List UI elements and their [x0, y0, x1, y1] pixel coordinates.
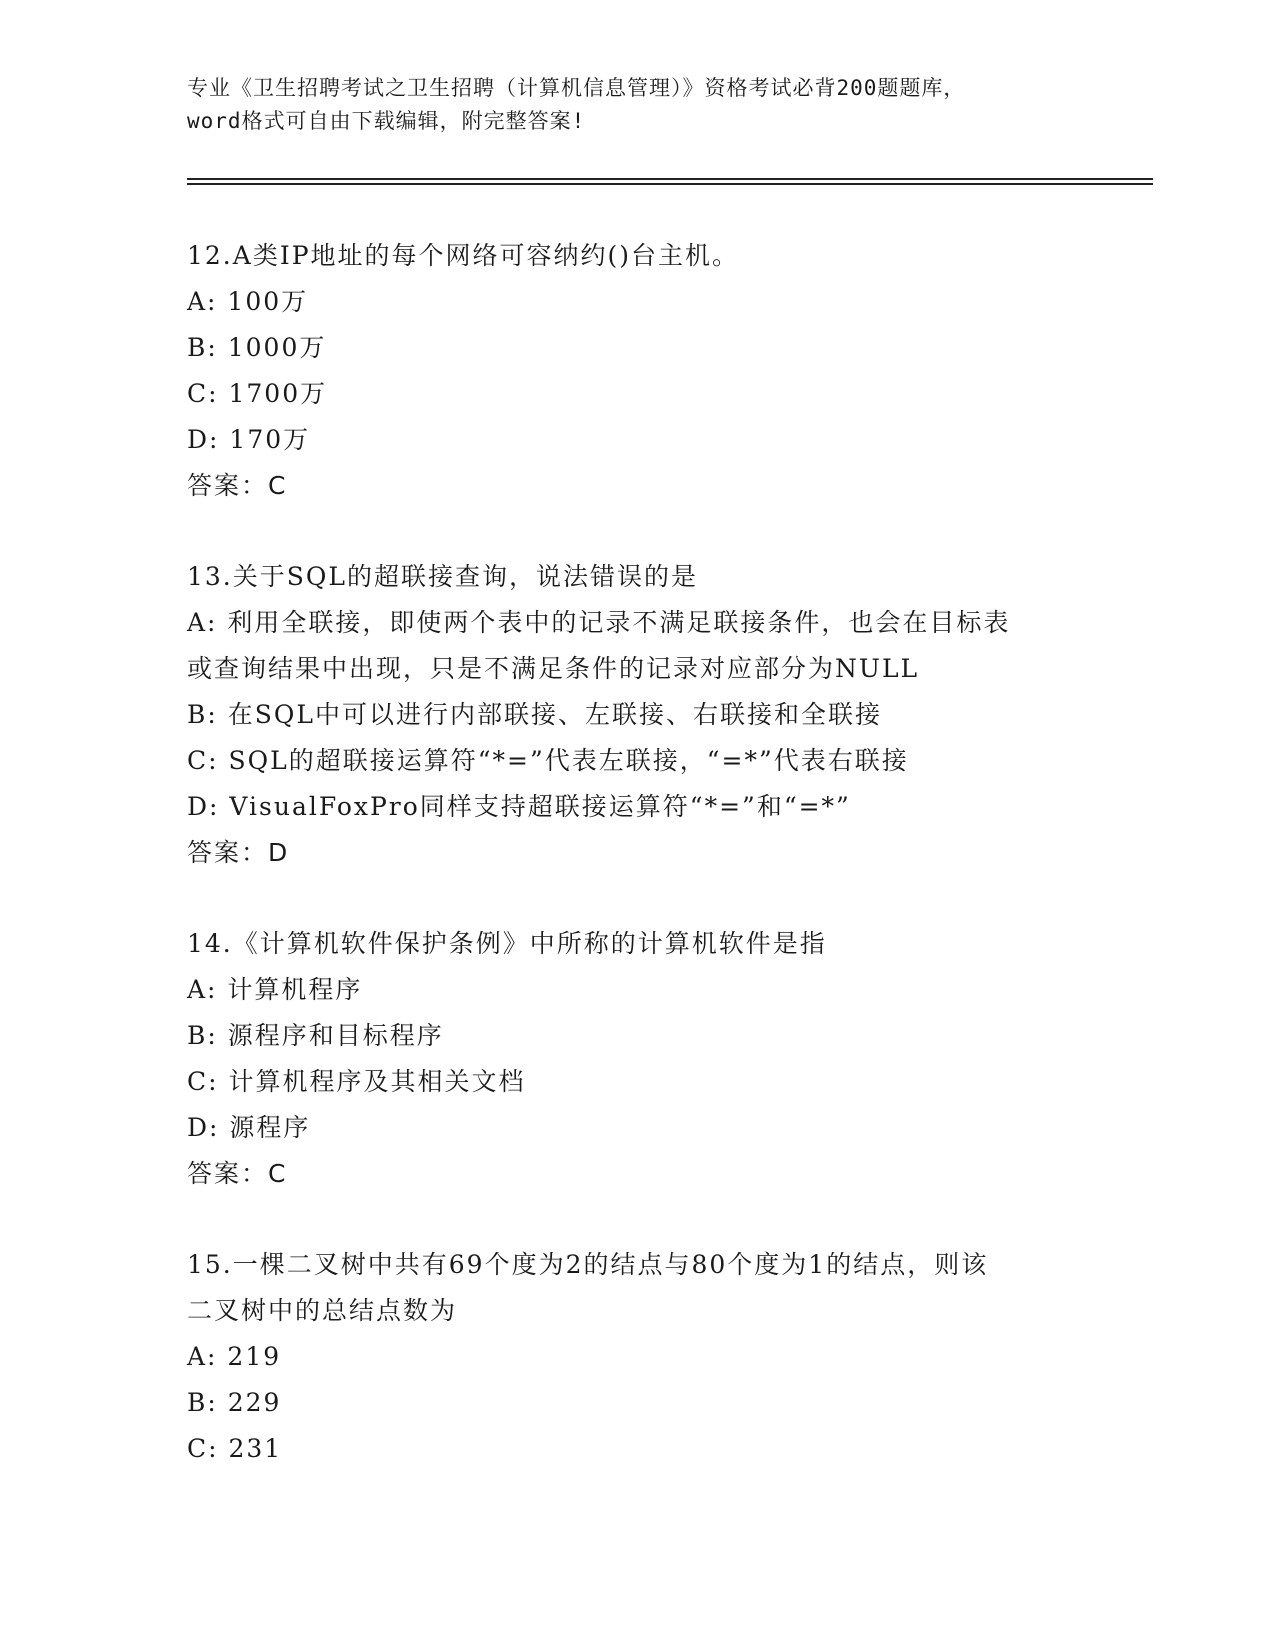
option-c: C: 231	[187, 1434, 283, 1463]
option-b: B: 源程序和目标程序	[187, 1021, 444, 1050]
answer: 答案：D	[187, 838, 290, 867]
question-stem-continued: 二叉树中的总结点数为	[187, 1296, 458, 1325]
document-header	[187, 72, 1087, 138]
option-b: B: 1000万	[187, 333, 327, 362]
option-a: A: 100万	[187, 287, 309, 316]
option-c: C: SQL的超联接运算符“*=”代表左联接，“=*”代表右联接	[187, 746, 909, 775]
spacer	[187, 876, 1087, 921]
option-a-continued: 或查询结果中出现，只是不满足条件的记录对应部分为NULL	[187, 654, 920, 683]
option-d: D: VisualFoxPro同样支持超联接运算符“*=”和“=*”	[187, 792, 851, 821]
question-stem: 13.关于SQL的超联接查询，说法错误的是	[187, 562, 698, 591]
question-14	[187, 921, 1087, 1197]
option-d: D: 170万	[187, 425, 311, 454]
option-b: B: 在SQL中可以进行内部联接、左联接、右联接和全联接	[187, 700, 882, 729]
option-a: A: 219	[187, 1342, 282, 1371]
question-stem: 12.A类IP地址的每个网络可容纳约()台主机。	[187, 241, 740, 270]
answer: 答案：C	[187, 471, 288, 500]
header-divider-bottom	[187, 183, 1153, 185]
option-d: D: 源程序	[187, 1113, 311, 1142]
question-13	[187, 554, 1087, 876]
question-15	[187, 1242, 1087, 1472]
option-c: C: 计算机程序及其相关文档	[187, 1067, 526, 1096]
header-line-1: 专业《卫生招聘考试之卫生招聘（计算机信息管理）》资格考试必背200题题库，	[187, 76, 966, 100]
question-12	[187, 233, 1087, 509]
answer: 答案：C	[187, 1159, 288, 1188]
header-line-2: word格式可自由下载编辑，附完整答案!	[187, 109, 586, 133]
question-list	[187, 233, 1087, 1472]
spacer	[187, 1197, 1087, 1242]
option-b: B: 229	[187, 1388, 282, 1417]
header-divider-top	[187, 178, 1153, 180]
option-a: A: 利用全联接，即使两个表中的记录不满足联接条件，也会在目标表	[187, 608, 1011, 637]
question-stem: 14.《计算机软件保护条例》中所称的计算机软件是指	[187, 929, 827, 958]
option-c: C: 1700万	[187, 379, 328, 408]
question-stem: 15.一棵二叉树中共有69个度为2的结点与80个度为1的结点，则该	[187, 1250, 989, 1279]
spacer	[187, 509, 1087, 554]
option-a: A: 计算机程序	[187, 975, 363, 1004]
